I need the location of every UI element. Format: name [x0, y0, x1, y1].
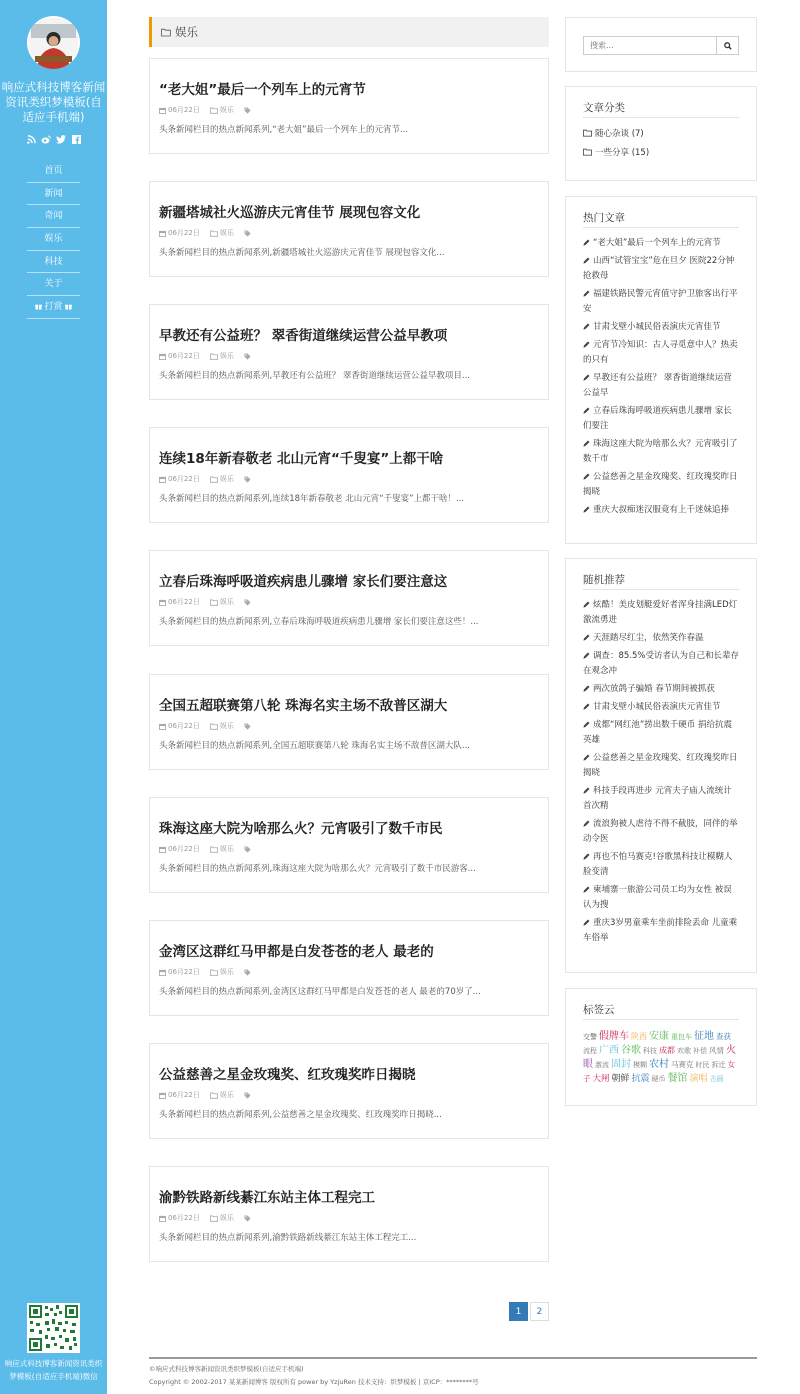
pencil-icon — [583, 703, 590, 710]
post-category-link[interactable]: 娱乐 — [219, 352, 234, 360]
calendar-icon — [159, 599, 166, 606]
tag-icon — [244, 1092, 253, 1099]
post-title-link[interactable]: 珠海这座大院为啥那么火？元宵吸引了数千市民 — [159, 821, 443, 837]
list-item — [583, 596, 739, 629]
post-title-link[interactable]: 公益慈善之星金玫瑰奖、红玫瑰奖昨日揭晓 — [159, 1067, 416, 1083]
folder-icon — [583, 129, 592, 137]
post-title — [159, 449, 539, 469]
tag-link[interactable]: 拆迁 — [711, 1061, 726, 1069]
hot-articles-widget — [565, 196, 757, 544]
random-article-link[interactable]: 公益慈善之星金玫瑰奖、红玫瑰奖昨日揭晓 — [583, 752, 738, 778]
pencil-icon — [583, 820, 590, 827]
post-title-link[interactable]: 全国五超联赛第八轮 珠海名实主场不敌普区湖大 — [159, 698, 448, 714]
post-category-link[interactable]: 娱乐 — [219, 475, 234, 483]
post-meta — [159, 473, 539, 485]
random-widget — [565, 558, 757, 973]
pencil-icon — [583, 721, 590, 728]
nav-item-donate[interactable] — [27, 296, 80, 319]
random-article-link[interactable]: 柬埔寨一旅游公司员工均为女性 被误认为搜 — [583, 884, 732, 910]
avatar-image — [27, 16, 80, 69]
random-article-link[interactable]: 炫酷！美皮划艇爱好者浑身挂满LED灯激流勇进 — [583, 599, 738, 625]
post-title-link[interactable]: 新疆塔城社火巡游庆元宵佳节 展现包容文化 — [159, 205, 421, 221]
tag-link[interactable]: 查获 — [716, 1032, 731, 1041]
post-card — [149, 1166, 549, 1262]
post-excerpt: 头条新闻栏目的热点新闻系列,连续18年新春敬老 北山元宵“千叟宴”上都干啥！... — [159, 494, 465, 504]
nav-link-donate[interactable] — [27, 296, 80, 318]
random-title: 随机推荐 — [583, 570, 739, 590]
tag-link[interactable]: 模糊 — [633, 1061, 647, 1069]
post-category — [210, 104, 234, 116]
nav-link-news[interactable]: 新闻 — [44, 188, 63, 199]
pencil-icon — [583, 440, 590, 447]
tag-link[interactable]: 抗震 — [631, 1074, 650, 1084]
tag-icon — [244, 353, 253, 360]
folder-icon — [210, 1092, 218, 1099]
folder-icon — [210, 107, 218, 114]
post-excerpt: 头条新闻栏目的热点新闻系列,早教还有公益班？ 翠香街道继续运营公益早教项目... — [159, 371, 471, 381]
list-item — [583, 848, 739, 881]
post-title — [159, 819, 539, 839]
post-card — [149, 427, 549, 523]
post-excerpt: 头条新闻栏目的热点新闻系列,珠海这座大院为啥那么火？元宵吸引了数千市民游客... — [159, 864, 476, 874]
post-card — [149, 304, 549, 400]
post-date — [159, 843, 200, 855]
post-date-text: 06月22日 — [168, 845, 200, 853]
tag-cloud-title: 标签云 — [583, 1000, 739, 1020]
avatar[interactable] — [27, 16, 80, 69]
post-category — [210, 227, 234, 239]
folder-icon — [210, 230, 218, 237]
footer-copyright: Copyright © 2002-2017 某某新闻博客 版权所有 power by YzjuRen 技术支持：织梦模板 | 京ICP：********号 — [149, 1378, 479, 1386]
tag-link[interactable]: 古画 — [709, 1075, 724, 1083]
random-article-link[interactable]: 甘肃戈壁小城民俗表演庆元宵佳节 — [593, 701, 721, 712]
tag-link[interactable]: 激流 — [595, 1061, 609, 1069]
pagination — [509, 1302, 549, 1321]
pencil-icon — [583, 257, 590, 264]
tag-link[interactable]: 广西 — [599, 1045, 619, 1056]
post-category — [210, 596, 234, 608]
tag-link[interactable]: 安康 — [649, 1031, 669, 1042]
post-category — [210, 350, 234, 362]
hot-article-link[interactable]: 珠海这座大院为啥那么火？元宵吸引了数千市 — [583, 438, 738, 464]
list-item — [583, 252, 739, 285]
folder-icon — [210, 969, 218, 976]
post-meta — [159, 1089, 539, 1101]
post-meta — [159, 843, 539, 855]
random-article-link[interactable]: 天涯踏尽红尘，依然笑作春温 — [593, 632, 704, 643]
folder-icon — [210, 1215, 218, 1222]
tag-icon — [244, 107, 253, 114]
post-title — [159, 696, 539, 716]
random-article-link[interactable]: 流浪狗被人虐待不得不截肢，同伴的举动令医 — [583, 818, 738, 844]
pencil-icon — [583, 374, 590, 381]
pencil-icon — [583, 341, 590, 348]
tag-icon — [244, 476, 253, 483]
nav-link-entertainment[interactable]: 娱乐 — [44, 234, 63, 245]
search-box — [583, 36, 739, 55]
footer — [149, 1357, 757, 1389]
footer-title: ©响应式科技博客新闻资讯类织梦模板(自适应手机端) — [149, 1365, 304, 1373]
list-item — [583, 369, 739, 402]
pencil-icon — [583, 473, 590, 480]
pencil-icon — [583, 323, 590, 330]
post-title — [159, 80, 539, 100]
tag-link[interactable]: 科技 — [643, 1047, 657, 1055]
calendar-icon — [159, 476, 166, 483]
tag-link[interactable]: 征地 — [694, 1031, 714, 1042]
post-date-text: 06月22日 — [168, 1091, 200, 1099]
post-category-link[interactable]: 娱乐 — [219, 598, 234, 606]
post-date — [159, 966, 200, 978]
calendar-icon — [159, 846, 166, 853]
category-list — [583, 124, 739, 163]
post-meta — [159, 720, 539, 732]
tag-link[interactable]: 演唱 — [689, 1074, 708, 1084]
post-date — [159, 227, 200, 239]
nav-link-home[interactable]: 首页 — [44, 166, 63, 176]
nav-link-tech[interactable]: 科技 — [44, 256, 63, 267]
tag-cloud — [583, 1030, 739, 1086]
random-article-link[interactable]: 重庆3岁男童乘车坐前排险丢命 儿童乘车俗举 — [583, 917, 738, 943]
post-card — [149, 920, 549, 1016]
post-excerpt: 头条新闻栏目的热点新闻系列,金湾区这群红马甲都是白发苍苍的老人 最老的70岁了... — [159, 987, 481, 997]
post-category — [210, 1212, 234, 1224]
tag-link[interactable]: 马赛克 — [671, 1060, 694, 1069]
weibo-icon[interactable] — [41, 134, 51, 144]
post-category-link[interactable]: 娱乐 — [219, 106, 234, 114]
post-excerpt: 头条新闻栏目的热点新闻系列,渝黔铁路新线綦江东站主体工程完工... — [159, 1233, 417, 1243]
post-date — [159, 720, 200, 732]
folder-icon — [210, 599, 218, 606]
post-title — [159, 942, 539, 962]
page-1-button[interactable]: 1 — [509, 1302, 528, 1321]
nav-link-oddities[interactable]: 奇闻 — [44, 211, 63, 222]
tag-link[interactable]: 大闸 — [592, 1074, 610, 1084]
list-item — [583, 629, 739, 647]
calendar-icon — [159, 1215, 166, 1222]
list-item — [583, 914, 739, 947]
list-item — [583, 336, 739, 369]
qr-caption: 响应式科技博客新闻资讯类织梦模板(自适应手机端)微信 — [4, 1359, 103, 1381]
hot-article-link[interactable]: 福建铁路民警元宵值守护卫旅客出行平安 — [583, 288, 738, 314]
nav-item-entertainment[interactable] — [27, 228, 80, 251]
list-item — [583, 815, 739, 848]
post-meta — [159, 350, 539, 362]
random-list — [583, 596, 739, 947]
folder-icon — [210, 846, 218, 853]
list-item — [583, 501, 739, 519]
list-item — [583, 782, 739, 815]
tag-link[interactable]: 风情 — [709, 1046, 724, 1055]
tag-link[interactable]: 朝鲜 — [611, 1074, 630, 1084]
list-item — [583, 468, 739, 501]
list-item — [583, 881, 739, 914]
calendar-icon — [159, 353, 166, 360]
hot-article-link[interactable]: 早教还有公益班？ 翠香街道继续运营公益早 — [583, 372, 732, 398]
folder-icon — [210, 353, 218, 360]
tag-link[interactable]: 女子 — [583, 1060, 735, 1083]
pencil-icon — [583, 506, 590, 513]
post-category — [210, 473, 234, 485]
breadcrumb — [149, 17, 549, 47]
search-button[interactable] — [717, 36, 739, 55]
folder-icon — [161, 28, 171, 37]
list-item — [583, 234, 739, 252]
search-input[interactable] — [583, 36, 717, 55]
list-item — [583, 318, 739, 336]
random-article-link[interactable]: 调查：85.5%受访者认为自己和长辈存在观念冲 — [583, 650, 740, 676]
post-date-text: 06月22日 — [168, 352, 200, 360]
hot-article-link[interactable]: 立春后珠海呼吸道疾病患儿骤增 家长们要注 — [583, 405, 732, 431]
post-title-link[interactable]: 立春后珠海呼吸道疾病患儿骤增 家长们要注意这 — [159, 574, 448, 590]
post-date — [159, 1212, 200, 1224]
facebook-icon[interactable] — [71, 134, 81, 144]
pencil-icon — [583, 886, 590, 893]
category-link[interactable]: 一些分享 (15) — [595, 148, 650, 159]
post-title-link[interactable]: 金湾区这群红马甲都是白发苍苍的老人 最老的 — [159, 944, 434, 960]
post-category — [210, 843, 234, 855]
hot-article-link[interactable]: “老大姐”最后一个列车上的元宵节 — [593, 237, 721, 248]
tag-link[interactable]: 交警 — [583, 1033, 597, 1041]
post-date — [159, 473, 200, 485]
post-title — [159, 203, 539, 223]
calendar-icon — [159, 723, 166, 730]
post-excerpt: 头条新闻栏目的热点新闻系列,新疆塔城社火巡游庆元宵佳节 展现包容文化... — [159, 248, 445, 258]
post-date-text: 06月22日 — [168, 1214, 200, 1222]
list-item — [583, 749, 739, 782]
post-date — [159, 104, 200, 116]
tag-link[interactable]: 餐馆 — [667, 1073, 688, 1084]
post-meta — [159, 596, 539, 608]
post-title — [159, 1188, 539, 1208]
page-2-button[interactable]: 2 — [530, 1302, 549, 1321]
post-meta — [159, 966, 539, 978]
post-excerpt: 头条新闻栏目的热点新闻系列,全国五超联赛第八轮 珠海名实主场不敌普区湖大队... — [159, 741, 471, 751]
list-item — [583, 647, 739, 680]
hot-article-link[interactable]: 山西“试管宝宝”危在旦夕 医院22分钟抢救母 — [583, 255, 735, 281]
list-item — [583, 680, 739, 698]
tag-link[interactable]: 固封 — [611, 1059, 631, 1070]
search-icon — [724, 42, 732, 50]
category-item — [583, 124, 739, 143]
folder-icon — [210, 476, 218, 483]
calendar-icon — [159, 1092, 166, 1099]
post-category-link[interactable]: 娱乐 — [219, 229, 234, 237]
random-article-link[interactable]: 两次放鸽子骗婚 春节期间被抓获 — [593, 683, 715, 694]
post-date — [159, 1089, 200, 1101]
pencil-icon — [583, 754, 590, 761]
tag-link[interactable]: 农村 — [649, 1059, 669, 1070]
pencil-icon — [583, 239, 590, 246]
nav-item-home[interactable] — [27, 160, 80, 183]
calendar-icon — [159, 107, 166, 114]
list-item — [583, 402, 739, 435]
post-category — [210, 720, 234, 732]
tag-link[interactable]: 欢歌 — [677, 1047, 691, 1055]
tag-link[interactable]: 硬币 — [651, 1075, 666, 1083]
categories-title: 文章分类 — [583, 98, 739, 118]
post-meta — [159, 1212, 539, 1224]
gift-icon — [35, 303, 42, 310]
post-category — [210, 1089, 234, 1101]
pencil-icon — [583, 601, 590, 608]
nav-item-news[interactable] — [27, 183, 80, 206]
post-card — [149, 550, 549, 646]
post-card — [149, 674, 549, 770]
tag-link[interactable]: 成都 — [659, 1046, 675, 1055]
tag-link[interactable]: 流程 — [583, 1047, 597, 1055]
post-title — [159, 1065, 539, 1085]
hot-article-link[interactable]: 甘肃戈壁小城民俗表演庆元宵佳节 — [593, 321, 721, 332]
post-date-text: 06月22日 — [168, 229, 200, 237]
folder-icon — [210, 723, 218, 730]
post-category-link[interactable]: 娱乐 — [219, 968, 234, 976]
folder-icon — [583, 148, 592, 156]
tag-link[interactable]: 眼 — [583, 1059, 593, 1070]
nav-item-oddities[interactable] — [27, 205, 80, 228]
list-item — [583, 716, 739, 749]
search-widget — [565, 17, 757, 72]
post-date-text: 06月22日 — [168, 968, 200, 976]
nav-item-about[interactable] — [27, 273, 80, 296]
pencil-icon — [583, 407, 590, 414]
post-title-link[interactable]: 渝黔铁路新线綦江东站主体工程完工 — [159, 1190, 375, 1206]
post-date — [159, 596, 200, 608]
category-link[interactable]: 随心杂谈 (7) — [595, 128, 644, 139]
post-excerpt: 头条新闻栏目的热点新闻系列,立春后珠海呼吸道疾病患儿骤增 家长们要注意这些！... — [159, 617, 479, 627]
wechat-qr-code[interactable] — [27, 1303, 80, 1353]
post-date-text: 06月22日 — [168, 106, 200, 114]
pencil-icon — [583, 787, 590, 794]
post-date-text: 06月22日 — [168, 598, 200, 606]
post-category-link[interactable]: 娱乐 — [219, 845, 234, 853]
nav-item-tech[interactable] — [27, 251, 80, 274]
pencil-icon — [583, 919, 590, 926]
post-title — [159, 326, 539, 346]
post-title-link[interactable]: 连续18年新春敬老 北山元宵“千叟宴”上都干啥 — [159, 451, 444, 467]
post-card — [149, 797, 549, 893]
tag-icon — [244, 599, 253, 606]
breadcrumb-label: 娱乐 — [175, 25, 198, 39]
post-excerpt: 头条新闻栏目的热点新闻系列,“老大姐”最后一个列车上的元宵节... — [159, 125, 409, 135]
hot-articles-title: 热门文章 — [583, 208, 739, 228]
hot-article-link[interactable]: 公益慈善之星金玫瑰奖、红玫瑰奖昨日揭晓 — [583, 471, 738, 497]
gift-icon — [65, 303, 72, 310]
tag-icon — [244, 969, 253, 976]
post-card — [149, 1043, 549, 1139]
rss-icon[interactable] — [26, 134, 36, 144]
post-category — [210, 966, 234, 978]
tag-link[interactable]: 火 — [726, 1045, 736, 1056]
tag-link[interactable]: 假牌车 — [599, 1031, 629, 1042]
tag-link[interactable]: 补偿 — [693, 1047, 707, 1055]
post-excerpt: 头条新闻栏目的热点新闻系列,公益慈善之星金玫瑰奖、红玫瑰奖昨日揭晓... — [159, 1110, 442, 1120]
site-title: 响应式科技博客新闻资讯类织梦模板(自适应手机端) — [1, 80, 106, 124]
category-item — [583, 143, 739, 162]
qr-code-icon — [27, 1303, 80, 1353]
post-meta — [159, 104, 539, 116]
tag-cloud-widget — [565, 988, 757, 1106]
post-title — [159, 572, 539, 592]
left-sidebar — [0, 0, 107, 1394]
tag-icon — [244, 1215, 253, 1222]
tag-link[interactable]: 陕西 — [631, 1032, 647, 1041]
tag-link[interactable]: 谷歌 — [621, 1045, 641, 1056]
post-meta — [159, 227, 539, 239]
post-date-text: 06月22日 — [168, 722, 200, 730]
post-category-link[interactable]: 娱乐 — [219, 1091, 234, 1099]
main-nav — [27, 160, 80, 319]
calendar-icon — [159, 969, 166, 976]
tag-link[interactable]: 时民 — [695, 1061, 710, 1069]
post-title-link[interactable]: 早教还有公益班？ 翠香街道继续运营公益早教项 — [159, 328, 448, 344]
post-date-text: 06月22日 — [168, 475, 200, 483]
pencil-icon — [583, 853, 590, 860]
random-article-link[interactable]: 成都“网红池”捞出数千硬币 捐给抗震英雄 — [583, 719, 733, 745]
post-category-link[interactable]: 娱乐 — [219, 722, 234, 730]
categories-widget — [565, 86, 757, 181]
post-date — [159, 350, 200, 362]
post-category-link[interactable]: 娱乐 — [219, 1214, 234, 1222]
tag-icon — [244, 230, 253, 237]
pencil-icon — [583, 685, 590, 692]
nav-link-about[interactable]: 关于 — [44, 279, 63, 290]
twitter-icon[interactable] — [56, 134, 66, 144]
post-card — [149, 181, 549, 277]
social-links — [0, 131, 107, 147]
pencil-icon — [583, 290, 590, 297]
hot-article-link[interactable]: 元宵节冷知识：古人寻觅意中人？热卖的只有 — [583, 339, 738, 365]
list-item — [583, 285, 739, 318]
post-title-link[interactable]: “老大姐”最后一个列车上的元宵节 — [159, 82, 366, 98]
list-item — [583, 698, 739, 716]
hot-articles-list — [583, 234, 739, 519]
tag-link[interactable]: 重包车 — [671, 1033, 692, 1041]
tag-icon — [244, 846, 253, 853]
random-article-link[interactable]: 科技手段再进步 元宵夫子庙人流统计首次精 — [583, 785, 732, 811]
pencil-icon — [583, 634, 590, 641]
list-item — [583, 435, 739, 468]
pencil-icon — [583, 652, 590, 659]
random-article-link[interactable]: 再也不怕马赛克!谷歌黑科技让模糊人脸变清 — [583, 851, 733, 877]
post-card — [149, 58, 549, 154]
tag-icon — [244, 723, 253, 730]
donate-label: 打赏 — [44, 302, 63, 313]
hot-article-link[interactable]: 重庆大叔痴迷汉服竟有上千迷妹追捧 — [593, 504, 730, 515]
calendar-icon — [159, 230, 166, 237]
